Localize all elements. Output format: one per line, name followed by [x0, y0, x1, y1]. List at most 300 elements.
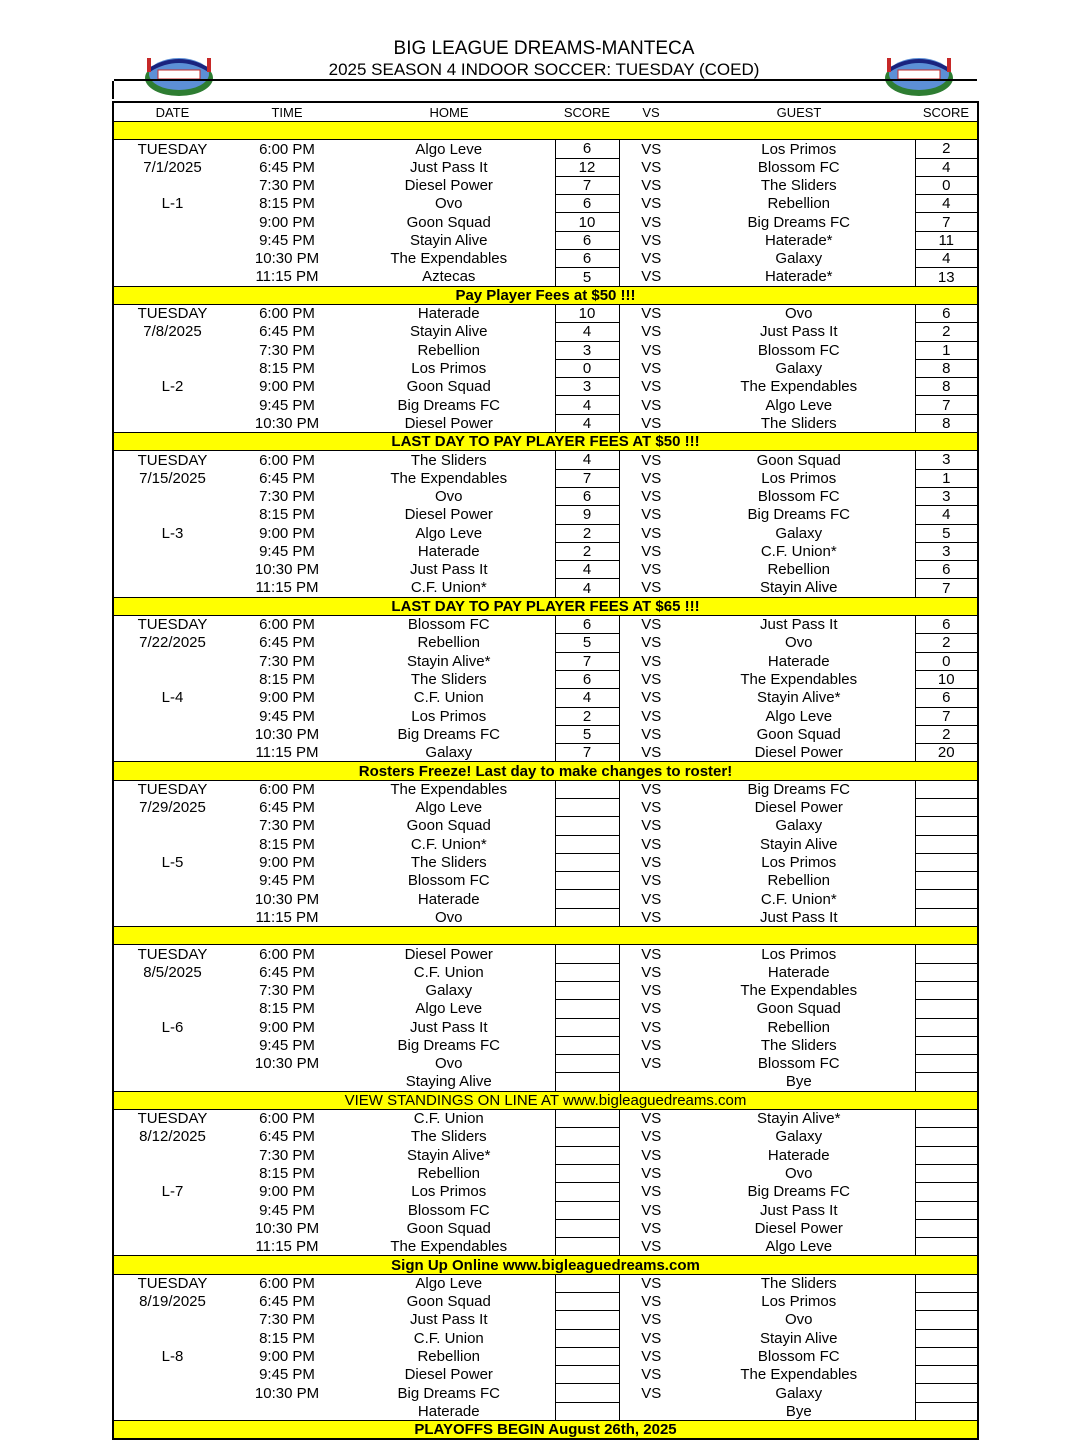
guest-score: 3	[915, 542, 978, 560]
date-cell	[113, 231, 231, 249]
time-cell: 9:00 PM	[259, 378, 315, 396]
home-team: Goon Squad	[406, 213, 491, 231]
home-score	[555, 981, 619, 999]
game-row	[113, 414, 978, 432]
vs-label: VS	[641, 1219, 662, 1237]
home-score	[555, 1238, 619, 1256]
home-team: Just Pass It	[409, 1018, 488, 1036]
guest-score	[915, 981, 978, 999]
vs-label: VS	[641, 177, 662, 195]
guest-team: C.F. Union*	[760, 890, 837, 908]
banner-row	[113, 762, 978, 780]
vs-label: VS	[641, 140, 662, 158]
date-cell: TUESDAY	[137, 140, 208, 158]
game-row	[113, 1201, 978, 1219]
home-score	[555, 908, 619, 926]
home-team: C.F. Union	[413, 963, 484, 981]
time-cell: 6:00 PM	[259, 616, 315, 634]
guest-score	[915, 1201, 978, 1219]
home-score	[555, 780, 619, 798]
date-cell	[113, 1201, 231, 1219]
date-cell	[113, 1164, 231, 1182]
guest-team: The Sliders	[760, 1036, 837, 1054]
game-row	[113, 872, 978, 890]
time-cell: 6:45 PM	[259, 158, 315, 176]
guest-team: The Sliders	[760, 177, 837, 195]
time-cell: 8:15 PM	[259, 835, 315, 853]
home-score	[555, 963, 619, 981]
date-cell: 8/12/2025	[139, 1128, 206, 1146]
guest-team: Los Primos	[761, 140, 837, 158]
home-score	[555, 817, 619, 835]
game-row	[113, 506, 978, 524]
time-cell: 9:45 PM	[259, 231, 315, 249]
home-team: C.F. Union	[413, 1329, 484, 1347]
home-score	[555, 853, 619, 871]
date-cell	[113, 1036, 231, 1054]
column-header-date: DATE	[113, 102, 231, 122]
home-score: 5	[555, 268, 619, 286]
home-score: 6	[555, 140, 619, 158]
guest-team: Haterade*	[764, 231, 833, 249]
time-cell: 9:45 PM	[259, 542, 315, 560]
home-score: 7	[555, 744, 619, 762]
vs-label: VS	[641, 616, 662, 634]
time-cell: 6:45 PM	[259, 323, 315, 341]
home-team: Goon Squad	[406, 1293, 491, 1311]
time-cell: 6:00 PM	[259, 451, 315, 469]
home-team: Just Pass It	[409, 1311, 488, 1329]
banner-text: Rosters Freeze! Last day to make changes to roster!	[113, 762, 978, 780]
guest-team: Galaxy	[775, 360, 823, 377]
home-score	[555, 1073, 619, 1091]
guest-score	[915, 1183, 978, 1201]
guest-score: 2	[915, 323, 978, 341]
time-cell	[231, 1073, 343, 1091]
date-cell	[113, 1329, 231, 1347]
home-score	[555, 798, 619, 816]
banner-text: LAST DAY TO PAY PLAYER FEES AT $50 !!!	[113, 433, 978, 451]
vs-label: VS	[641, 158, 662, 176]
guest-score	[915, 1055, 978, 1073]
home-score	[555, 1164, 619, 1182]
vs-label: VS	[641, 268, 662, 286]
guest-score	[915, 835, 978, 853]
home-team: Goon Squad	[406, 1219, 491, 1237]
time-cell: 6:00 PM	[259, 140, 315, 158]
page-subtitle: 2025 SEASON 4 INDOOR SOCCER: TUESDAY (COED)	[328, 60, 760, 79]
vs-label: VS	[641, 360, 662, 377]
date-cell	[113, 561, 231, 579]
home-team: Diesel Power	[404, 945, 493, 963]
date-cell	[113, 1311, 231, 1329]
vs-label: VS	[641, 488, 662, 506]
vs-label: VS	[641, 451, 662, 469]
vs-label: VS	[641, 1384, 662, 1402]
vs-label: VS	[641, 743, 662, 761]
game-row	[113, 652, 978, 670]
vs-label: VS	[641, 469, 662, 487]
time-cell: 11:15 PM	[255, 908, 319, 926]
home-score	[555, 890, 619, 908]
vs-label: VS	[641, 671, 662, 689]
guest-team: Big Dreams FC	[747, 506, 851, 524]
home-team: Haterade	[417, 890, 480, 908]
game-row	[113, 1329, 978, 1347]
league-logo	[142, 48, 216, 100]
home-team: Galaxy	[425, 982, 473, 1000]
time-cell: 8:15 PM	[259, 1000, 315, 1018]
footer-banner-row	[113, 1421, 978, 1440]
time-cell: 6:00 PM	[259, 945, 315, 963]
guest-score: 6	[915, 616, 978, 634]
time-cell: 9:45 PM	[259, 1366, 315, 1384]
home-score	[555, 1036, 619, 1054]
game-row	[113, 1036, 978, 1054]
game-row	[113, 1183, 978, 1201]
date-cell	[113, 1146, 231, 1164]
guest-team: Blossom FC	[757, 341, 840, 359]
vs-label: VS	[641, 1348, 662, 1366]
guest-team: Rebellion	[767, 872, 831, 890]
time-cell: 11:15 PM	[255, 1238, 319, 1255]
vs-label: VS	[641, 1366, 662, 1384]
game-row	[113, 1219, 978, 1237]
home-team: Goon Squad	[406, 378, 491, 396]
time-cell: 9:45 PM	[259, 1036, 315, 1054]
time-cell: 9:00 PM	[259, 1183, 315, 1201]
guest-team: The Expendables	[740, 1366, 858, 1384]
vs-label: VS	[641, 725, 662, 743]
guest-score: 7	[915, 213, 978, 231]
game-row	[113, 1274, 978, 1292]
guest-team: Ovo	[784, 634, 813, 652]
guest-team: Haterade	[767, 652, 830, 670]
vs-label: VS	[641, 1238, 662, 1255]
home-score	[555, 1000, 619, 1018]
game-row	[113, 250, 978, 268]
home-team: Blossom FC	[407, 616, 490, 634]
game-row	[113, 634, 978, 652]
game-row	[113, 579, 978, 597]
date-cell: L-8	[161, 1348, 184, 1366]
home-score: 6	[555, 231, 619, 249]
guest-score: 8	[915, 414, 978, 432]
league-logo	[882, 48, 956, 100]
guest-team: Haterade	[767, 1146, 830, 1164]
time-cell: 9:00 PM	[259, 524, 315, 542]
guest-team: Ovo	[784, 1311, 813, 1329]
home-score	[555, 1183, 619, 1201]
vs-label: VS	[641, 890, 662, 908]
home-team: Rebellion	[417, 341, 481, 359]
game-row	[113, 817, 978, 835]
time-cell: 6:45 PM	[259, 799, 315, 817]
guest-team: Algo Leve	[765, 707, 833, 725]
date-cell	[113, 176, 231, 194]
time-cell: 11:15 PM	[255, 268, 319, 286]
time-cell: 6:00 PM	[259, 305, 315, 323]
guest-team: Just Pass It	[759, 1201, 838, 1219]
guest-team: Galaxy	[775, 250, 823, 268]
date-cell: 7/1/2025	[143, 158, 202, 176]
guest-score: 4	[915, 506, 978, 524]
home-score: 10	[555, 213, 619, 231]
guest-team: C.F. Union*	[760, 542, 837, 560]
home-team: The Sliders	[410, 1128, 487, 1146]
time-cell: 6:00 PM	[259, 1110, 315, 1128]
vs-label: VS	[641, 213, 662, 231]
game-row	[113, 561, 978, 579]
vs-label: VS	[641, 305, 662, 323]
vs-label: VS	[641, 908, 662, 926]
guest-team: Stayin Alive	[759, 579, 838, 597]
time-cell: 9:45 PM	[259, 396, 315, 414]
vs-label: VS	[641, 963, 662, 981]
date-cell: L-5	[161, 854, 184, 872]
vs-label: VS	[641, 1275, 662, 1293]
date-cell	[113, 1219, 231, 1237]
game-row	[113, 890, 978, 908]
guest-score	[915, 1238, 978, 1256]
home-team: C.F. Union	[413, 689, 484, 707]
date-cell: TUESDAY	[137, 305, 208, 323]
guest-score	[915, 798, 978, 816]
date-cell	[113, 1073, 231, 1091]
home-score	[555, 872, 619, 890]
home-team: Rebellion	[417, 634, 481, 652]
guest-score: 8	[915, 378, 978, 396]
date-cell: L-7	[161, 1183, 184, 1201]
footer-banner-text: PLAYOFFS BEGIN August 26th, 2025	[113, 1421, 978, 1440]
column-header-row	[113, 102, 978, 122]
guest-score	[915, 1347, 978, 1365]
vs-label: VS	[641, 195, 662, 213]
game-row	[113, 725, 978, 743]
home-team: Blossom FC	[407, 1201, 490, 1219]
vs-label: VS	[641, 542, 662, 560]
time-cell: 8:15 PM	[259, 195, 315, 213]
game-row	[113, 542, 978, 560]
time-cell: 9:00 PM	[259, 1018, 315, 1036]
home-team: Stayin Alive*	[407, 1146, 491, 1164]
guest-score: 4	[915, 250, 978, 268]
guest-team: Bye	[785, 1073, 812, 1091]
page-title: BIG LEAGUE DREAMS-MANTECA	[393, 38, 695, 59]
guest-score: 0	[915, 652, 978, 670]
guest-team: Bye	[785, 1402, 812, 1420]
time-cell: 10:30 PM	[254, 561, 320, 579]
home-team: Algo Leve	[415, 140, 483, 158]
home-team: Rebellion	[417, 1348, 481, 1366]
guest-team: Diesel Power	[754, 743, 843, 761]
game-row	[113, 981, 978, 999]
guest-score	[915, 1402, 978, 1420]
time-cell: 10:30 PM	[254, 890, 320, 908]
game-row	[113, 798, 978, 816]
date-cell	[113, 670, 231, 688]
guest-team: Stayin Alive	[759, 1329, 838, 1347]
game-row	[113, 744, 978, 762]
home-team: Los Primos	[411, 707, 487, 725]
guest-score: 1	[915, 469, 978, 487]
date-cell	[113, 414, 231, 432]
home-score: 6	[555, 670, 619, 688]
vs-label: VS	[641, 506, 662, 524]
vs-label: VS	[641, 1018, 662, 1036]
date-cell	[113, 359, 231, 377]
guest-score: 10	[915, 670, 978, 688]
home-score	[555, 1311, 619, 1329]
home-score: 5	[555, 634, 619, 652]
home-score	[555, 1274, 619, 1292]
home-score: 2	[555, 542, 619, 560]
guest-score	[915, 1073, 978, 1091]
date-cell: TUESDAY	[137, 451, 208, 469]
time-cell: 9:45 PM	[259, 1201, 315, 1219]
date-cell: 8/19/2025	[139, 1293, 206, 1311]
guest-score: 6	[915, 304, 978, 322]
home-score	[555, 1384, 619, 1402]
time-cell: 7:30 PM	[259, 341, 315, 359]
vs-label: VS	[641, 323, 662, 341]
guest-team: Stayin Alive*	[757, 1110, 841, 1128]
date-cell	[113, 250, 231, 268]
home-team: Rebellion	[417, 1165, 481, 1183]
vs-label	[619, 1402, 683, 1420]
guest-team: Galaxy	[775, 1384, 823, 1402]
vs-label: VS	[641, 1055, 662, 1073]
date-cell	[113, 908, 231, 926]
home-team: Diesel Power	[404, 1366, 493, 1384]
home-score	[555, 1110, 619, 1128]
game-row	[113, 341, 978, 359]
guest-team: Algo Leve	[765, 1238, 833, 1255]
home-score: 0	[555, 359, 619, 377]
column-header-home: HOME	[343, 102, 555, 122]
time-cell: 9:00 PM	[259, 854, 315, 872]
column-header-vs: VS	[619, 102, 683, 122]
home-team: The Expendables	[390, 250, 508, 268]
time-cell: 10:30 PM	[254, 1055, 320, 1073]
time-cell: 7:30 PM	[259, 1311, 315, 1329]
column-header-home-score: SCORE	[555, 102, 619, 122]
banner-text: Sign Up Online www.bigleaguedreams.com	[113, 1256, 978, 1274]
guest-team: Just Pass It	[759, 908, 838, 926]
guest-team: The Expendables	[740, 378, 858, 396]
game-row	[113, 524, 978, 542]
game-row	[113, 1128, 978, 1146]
home-team: Algo Leve	[415, 1275, 483, 1293]
vs-label: VS	[641, 414, 662, 432]
guest-team: Goon Squad	[756, 451, 841, 469]
date-cell	[113, 981, 231, 999]
game-row	[113, 1366, 978, 1384]
schedule-body	[113, 122, 978, 1440]
time-cell: 10:30 PM	[254, 414, 320, 432]
date-cell	[113, 268, 231, 286]
date-cell: L-4	[161, 689, 184, 707]
guest-score: 3	[915, 487, 978, 505]
home-score: 4	[555, 689, 619, 707]
time-cell: 9:00 PM	[259, 1348, 315, 1366]
vs-label: VS	[641, 231, 662, 249]
game-row	[113, 963, 978, 981]
guest-team: Algo Leve	[765, 396, 833, 414]
header-rule	[114, 79, 977, 81]
time-cell: 7:30 PM	[259, 652, 315, 670]
vs-label: VS	[641, 854, 662, 872]
home-team: Just Pass It	[409, 158, 488, 176]
schedule-table	[112, 101, 979, 1440]
time-cell: 9:00 PM	[259, 213, 315, 231]
guest-score: 1	[915, 341, 978, 359]
time-cell: 10:30 PM	[254, 1384, 320, 1402]
time-cell: 7:30 PM	[259, 817, 315, 835]
guest-score	[915, 1293, 978, 1311]
vs-label: VS	[641, 1000, 662, 1018]
time-cell: 10:30 PM	[254, 250, 320, 268]
date-cell	[113, 1055, 231, 1073]
time-cell: 6:45 PM	[259, 469, 315, 487]
vs-label: VS	[641, 561, 662, 579]
home-score: 6	[555, 250, 619, 268]
vs-label: VS	[641, 689, 662, 707]
date-cell	[113, 341, 231, 359]
guest-team: Ovo	[784, 1165, 813, 1183]
date-cell	[113, 396, 231, 414]
game-row	[113, 1238, 978, 1256]
date-cell: TUESDAY	[137, 945, 208, 963]
guest-team: Galaxy	[775, 524, 823, 542]
guest-score: 7	[915, 396, 978, 414]
home-score: 10	[555, 304, 619, 322]
guest-team: Rebellion	[767, 195, 831, 213]
home-score	[555, 1293, 619, 1311]
guest-score	[915, 817, 978, 835]
column-header-guest: GUEST	[683, 102, 915, 122]
date-cell	[113, 1402, 231, 1420]
guest-team: Los Primos	[761, 469, 837, 487]
date-cell: 7/22/2025	[139, 634, 206, 652]
home-team: Los Primos	[411, 360, 487, 377]
date-cell	[113, 725, 231, 743]
home-team: Big Dreams FC	[397, 1036, 501, 1054]
date-cell	[113, 835, 231, 853]
home-score	[555, 1055, 619, 1073]
vs-label	[619, 1073, 683, 1091]
home-team: The Sliders	[410, 854, 487, 872]
guest-score	[915, 872, 978, 890]
game-row	[113, 1311, 978, 1329]
date-cell	[113, 1238, 231, 1256]
home-score: 2	[555, 524, 619, 542]
guest-team: Los Primos	[761, 945, 837, 963]
date-cell	[113, 652, 231, 670]
home-score	[555, 1146, 619, 1164]
guest-team: Haterade	[767, 963, 830, 981]
vs-label: VS	[641, 652, 662, 670]
vs-label: VS	[641, 1036, 662, 1054]
date-cell	[113, 579, 231, 597]
date-cell	[113, 213, 231, 231]
guest-team: Blossom FC	[757, 1348, 840, 1366]
guest-score: 11	[915, 231, 978, 249]
time-cell: 6:45 PM	[259, 1128, 315, 1146]
home-score	[555, 1347, 619, 1365]
game-row	[113, 195, 978, 213]
home-team: Diesel Power	[404, 414, 493, 432]
